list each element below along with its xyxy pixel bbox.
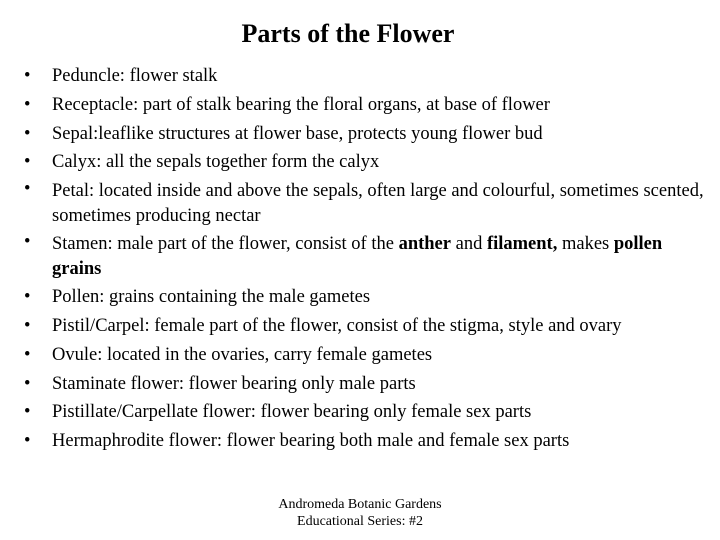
slide-footer bbox=[0, 496, 720, 530]
list-item-text-part: Stamen: male part of the flower, consist of the bbox=[52, 234, 399, 255]
bullet-icon: • bbox=[24, 431, 31, 452]
bullet-list bbox=[24, 62, 704, 456]
bullet-icon: • bbox=[24, 402, 31, 423]
list-item-text: Peduncle: flower stalk bbox=[52, 66, 218, 86]
list-item-text: Pistil/Carpel: female part of the flower, consist of the stigma, style and ovary bbox=[52, 315, 622, 336]
list-item-text: Sepal:leaflike structures at flower base, protects young flower bud bbox=[52, 123, 543, 144]
list-item-text: Ovule: located in the ovaries, carry female gametes bbox=[52, 344, 433, 365]
list-item bbox=[24, 341, 704, 370]
list-item bbox=[24, 230, 704, 283]
bullet-icon: • bbox=[24, 66, 31, 86]
list-item bbox=[24, 398, 704, 427]
list-item-text: Staminate flower: flower bearing only male parts bbox=[52, 373, 416, 394]
list-item-text: Pistillate/Carpellate flower: flower bearing only female sex parts bbox=[52, 402, 532, 423]
list-item bbox=[24, 370, 704, 399]
footer-line-organization: Andromeda Botanic Gardens bbox=[278, 497, 442, 512]
bullet-icon: • bbox=[24, 232, 31, 253]
bullet-icon: • bbox=[24, 152, 31, 173]
list-item-text: Calyx: all the sepals together form the calyx bbox=[52, 152, 380, 173]
bold-term-pollen-grains: pollen grains bbox=[52, 234, 663, 279]
slide-title: Parts of the Flower bbox=[241, 19, 455, 48]
bold-term-filament: filament, bbox=[486, 234, 558, 255]
list-item-text: Petal: located inside and above the sepals, often large and colourful, sometimes scented, sometimes producing nectar bbox=[52, 181, 704, 226]
bullet-icon: • bbox=[24, 373, 31, 394]
list-item-text: Receptacle: part of stalk bearing the floral organs, at base of flower bbox=[52, 94, 550, 115]
list-item bbox=[24, 427, 704, 456]
bullet-icon: • bbox=[24, 344, 31, 365]
list-item bbox=[24, 312, 704, 341]
list-item bbox=[24, 283, 704, 312]
list-item-text: Pollen: grains containing the male gametes bbox=[52, 287, 371, 308]
list-item bbox=[24, 62, 704, 91]
bold-term-anther: anther bbox=[398, 234, 451, 255]
list-item-text bbox=[52, 234, 662, 279]
bullet-icon: • bbox=[24, 315, 31, 336]
bullet-icon: • bbox=[24, 123, 31, 144]
list-item-text-part: makes bbox=[557, 234, 614, 255]
list-item bbox=[24, 177, 704, 230]
list-item-text-part: and bbox=[450, 234, 487, 255]
list-item bbox=[24, 148, 704, 177]
list-item bbox=[24, 91, 704, 120]
bullet-icon: • bbox=[24, 287, 31, 308]
footer-line-series: Educational Series: #2 bbox=[297, 514, 423, 529]
list-item bbox=[24, 120, 704, 149]
bullet-icon: • bbox=[24, 94, 31, 115]
bullet-icon: • bbox=[24, 179, 31, 200]
list-item-text: Hermaphrodite flower: flower bearing both male and female sex parts bbox=[52, 431, 570, 452]
